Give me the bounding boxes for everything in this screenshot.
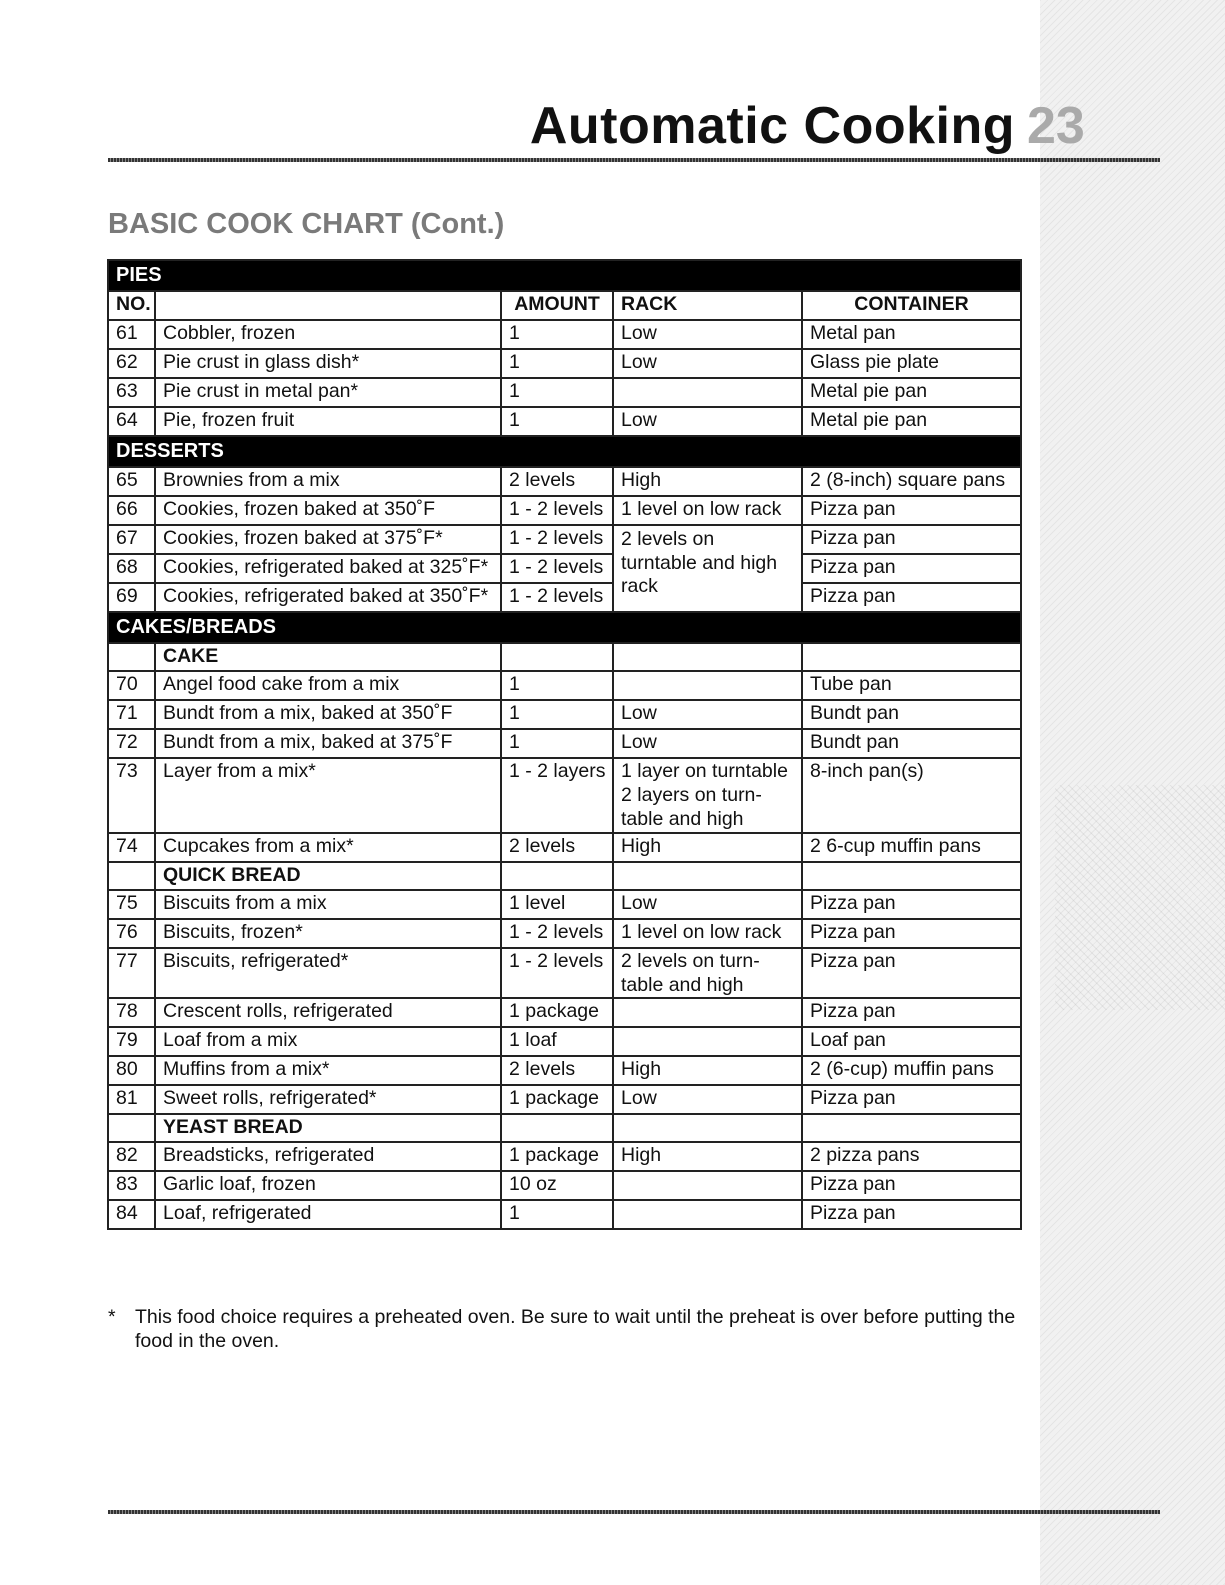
cell-blank [802, 643, 1021, 671]
cell-no: 82 [108, 1142, 155, 1171]
cell-food: Cupcakes from a mix* [155, 833, 501, 862]
cell-food: Cookies, frozen baked at 375˚F* [155, 525, 501, 554]
cell-blank [802, 1114, 1021, 1142]
cell-rack [613, 671, 802, 700]
cell-amount: 1 - 2 levels [501, 948, 613, 998]
cell-amount: 1 - 2 levels [501, 554, 613, 583]
rack-line: 2 layers on turn- [621, 784, 762, 806]
cell-rack: High [613, 1142, 802, 1171]
cell-container: Bundt pan [802, 729, 1021, 758]
chart-title: BASIC COOK CHART (Cont.) [108, 208, 505, 240]
cell-amount: 1 [501, 378, 613, 407]
cell-container: Bundt pan [802, 700, 1021, 729]
cell-amount: 1 package [501, 1085, 613, 1114]
table-row [108, 948, 1021, 998]
cell-container: Pizza pan [802, 948, 1021, 998]
cell-rack: 1 level on low rack [613, 496, 802, 525]
cell-no: 79 [108, 1027, 155, 1056]
basic-cook-chart-table [107, 259, 1022, 1230]
table-row [108, 525, 1021, 554]
cell-rack: Low [613, 320, 802, 349]
cell-container: Glass pie plate [802, 349, 1021, 378]
page-number: 23 [1027, 97, 1085, 155]
cell-blank [108, 1114, 155, 1142]
cell-no: 74 [108, 833, 155, 862]
cell-blank [613, 862, 802, 890]
cell-no: 71 [108, 700, 155, 729]
cell-amount: 1 [501, 1200, 613, 1229]
cell-food: Bundt from a mix, baked at 375˚F [155, 729, 501, 758]
cell-food: Crescent rolls, refrigerated [155, 998, 501, 1027]
cell-blank [501, 862, 613, 890]
cell-food: Loaf from a mix [155, 1027, 501, 1056]
cell-food: Muffins from a mix* [155, 1056, 501, 1085]
subsection-header-cake [108, 643, 1021, 671]
cell-rack [613, 1200, 802, 1229]
cell-food: Garlic loaf, frozen [155, 1171, 501, 1200]
section-header-desserts [108, 436, 1021, 467]
cell-rack [613, 758, 802, 833]
cell-rack: High [613, 833, 802, 862]
cell-blank [613, 643, 802, 671]
cell-food: Pie, frozen fruit [155, 407, 501, 436]
cell-food: Loaf, refrigerated [155, 1200, 501, 1229]
cell-food: Biscuits, refrigerated* [155, 948, 501, 998]
cell-food: Layer from a mix* [155, 758, 501, 833]
cell-rack [613, 378, 802, 407]
cell-food: Cookies, refrigerated baked at 350˚F* [155, 583, 501, 612]
cell-no: 73 [108, 758, 155, 833]
cell-amount: 1 [501, 407, 613, 436]
subsection-label: QUICK BREAD [155, 862, 501, 890]
table-row [108, 1056, 1021, 1085]
cell-no: 83 [108, 1171, 155, 1200]
table-row [108, 467, 1021, 496]
table-row [108, 1171, 1021, 1200]
table-row [108, 1200, 1021, 1229]
cell-amount: 1 loaf [501, 1027, 613, 1056]
cell-no: 64 [108, 407, 155, 436]
column-header-row [108, 291, 1021, 320]
cell-amount: 1 [501, 349, 613, 378]
table-row [108, 1027, 1021, 1056]
cell-no: 76 [108, 919, 155, 948]
cell-no: 80 [108, 1056, 155, 1085]
cell-amount: 2 levels [501, 1056, 613, 1085]
column-header-rack: RACK [613, 291, 802, 320]
cell-rack: Low [613, 729, 802, 758]
cell-rack: High [613, 467, 802, 496]
cell-blank [108, 862, 155, 890]
cell-container: 8-inch pan(s) [802, 758, 1021, 833]
cell-blank [501, 1114, 613, 1142]
cell-container: 2 6-cup muffin pans [802, 833, 1021, 862]
cell-food: Pie crust in metal pan* [155, 378, 501, 407]
section-label: CAKES/BREADS [108, 612, 1021, 643]
table-row [108, 378, 1021, 407]
cell-rack: 1 level on low rack [613, 919, 802, 948]
cell-amount: 1 [501, 700, 613, 729]
cell-amount: 1 - 2 layers [501, 758, 613, 833]
cell-no: 69 [108, 583, 155, 612]
cell-container: 2 pizza pans [802, 1142, 1021, 1171]
cell-container: Pizza pan [802, 496, 1021, 525]
cell-blank [501, 643, 613, 671]
cell-container: Pizza pan [802, 525, 1021, 554]
cell-rack: Low [613, 407, 802, 436]
cell-rack: Low [613, 1085, 802, 1114]
footnote-marker: * [108, 1306, 116, 1328]
column-header-food [155, 291, 501, 320]
cell-amount: 2 levels [501, 467, 613, 496]
cell-container: Metal pan [802, 320, 1021, 349]
cell-food: Brownies from a mix [155, 467, 501, 496]
table-row [108, 320, 1021, 349]
table-row [108, 998, 1021, 1027]
cell-no: 72 [108, 729, 155, 758]
cell-no: 70 [108, 671, 155, 700]
table-row [108, 700, 1021, 729]
column-header-container: CONTAINER [802, 291, 1021, 320]
table-row [108, 758, 1021, 833]
cell-blank [613, 1114, 802, 1142]
cell-food: Pie crust in glass dish* [155, 349, 501, 378]
table-row [108, 554, 1021, 583]
table-row [108, 1085, 1021, 1114]
cell-container: Pizza pan [802, 1200, 1021, 1229]
cell-amount: 2 levels [501, 833, 613, 862]
rack-line: 1 layer on turntable [621, 760, 788, 782]
header-rule [108, 158, 1160, 162]
section-header-cakes-breads [108, 612, 1021, 643]
cell-food: Biscuits from a mix [155, 890, 501, 919]
cell-food: Breadsticks, refrigerated [155, 1142, 501, 1171]
cell-container: Tube pan [802, 671, 1021, 700]
cell-container: Pizza pan [802, 919, 1021, 948]
cell-container: Pizza pan [802, 890, 1021, 919]
cell-rack [613, 1171, 802, 1200]
cell-food: Cookies, frozen baked at 350˚F [155, 496, 501, 525]
cell-container: Metal pie pan [802, 407, 1021, 436]
table-row [108, 496, 1021, 525]
cell-rack: 2 levels on turntable and high rack [613, 525, 802, 612]
footer-rule [108, 1510, 1160, 1514]
footnote [108, 1305, 1023, 1353]
cell-container: Pizza pan [802, 554, 1021, 583]
cell-amount: 1 [501, 729, 613, 758]
cell-rack [613, 948, 802, 998]
cell-amount: 1 [501, 671, 613, 700]
column-header-no: NO. [108, 291, 155, 320]
cell-no: 67 [108, 525, 155, 554]
table-row [108, 583, 1021, 612]
cell-no: 66 [108, 496, 155, 525]
subsection-label: YEAST BREAD [155, 1114, 501, 1142]
cell-amount: 1 - 2 levels [501, 525, 613, 554]
cell-rack [613, 1027, 802, 1056]
section-label: PIES [108, 260, 1021, 291]
cell-container: Pizza pan [802, 1085, 1021, 1114]
cell-food: Cobbler, frozen [155, 320, 501, 349]
side-tab-marker [1055, 785, 1225, 1010]
cell-food: Sweet rolls, refrigerated* [155, 1085, 501, 1114]
cell-no: 75 [108, 890, 155, 919]
rack-line: table and high [621, 974, 744, 996]
cell-food: Biscuits, frozen* [155, 919, 501, 948]
cell-food: Bundt from a mix, baked at 350˚F [155, 700, 501, 729]
rack-line: 2 levels on turn- [621, 950, 760, 972]
cell-container: 2 (8-inch) square pans [802, 467, 1021, 496]
page-header-title: Automatic Cooking [529, 97, 1015, 155]
section-label: DESSERTS [108, 436, 1021, 467]
cell-food: Cookies, refrigerated baked at 325˚F* [155, 554, 501, 583]
table-row [108, 919, 1021, 948]
cell-rack: Low [613, 700, 802, 729]
cell-rack: High [613, 1056, 802, 1085]
table-row [108, 1142, 1021, 1171]
cell-amount: 1 package [501, 1142, 613, 1171]
cell-no: 68 [108, 554, 155, 583]
cell-blank [802, 862, 1021, 890]
cell-no: 77 [108, 948, 155, 998]
cell-amount: 1 - 2 levels [501, 919, 613, 948]
cell-rack: Low [613, 349, 802, 378]
cell-no: 62 [108, 349, 155, 378]
cell-container: 2 (6-cup) muffin pans [802, 1056, 1021, 1085]
table-row [108, 890, 1021, 919]
cell-no: 63 [108, 378, 155, 407]
section-header-pies [108, 260, 1021, 291]
cell-amount: 1 [501, 320, 613, 349]
side-tab-decoration [1040, 0, 1225, 1585]
cell-amount: 1 - 2 levels [501, 496, 613, 525]
subsection-header-yeast-bread [108, 1114, 1021, 1142]
table-row [108, 407, 1021, 436]
cell-no: 65 [108, 467, 155, 496]
cell-container: Pizza pan [802, 998, 1021, 1027]
cell-container: Pizza pan [802, 1171, 1021, 1200]
cell-amount: 1 level [501, 890, 613, 919]
cell-amount: 10 oz [501, 1171, 613, 1200]
table-row [108, 671, 1021, 700]
table-row [108, 349, 1021, 378]
subsection-label: CAKE [155, 643, 501, 671]
cell-amount: 1 - 2 levels [501, 583, 613, 612]
cell-container: Pizza pan [802, 583, 1021, 612]
cell-no: 78 [108, 998, 155, 1027]
cell-amount: 1 package [501, 998, 613, 1027]
cell-container: Metal pie pan [802, 378, 1021, 407]
rack-line: table and high [621, 808, 744, 830]
cell-food: Angel food cake from a mix [155, 671, 501, 700]
footnote-text: This food choice requires a preheated oven. Be sure to wait until the preheat is over before putting the food in the oven. [135, 1306, 1016, 1352]
cell-no: 81 [108, 1085, 155, 1114]
cell-container: Loaf pan [802, 1027, 1021, 1056]
column-header-amount: AMOUNT [501, 291, 613, 320]
subsection-header-quick-bread [108, 862, 1021, 890]
table-row [108, 833, 1021, 862]
cell-blank [108, 643, 155, 671]
cell-no: 61 [108, 320, 155, 349]
cell-no: 84 [108, 1200, 155, 1229]
cell-rack: Low [613, 890, 802, 919]
table-row [108, 729, 1021, 758]
cell-rack [613, 998, 802, 1027]
